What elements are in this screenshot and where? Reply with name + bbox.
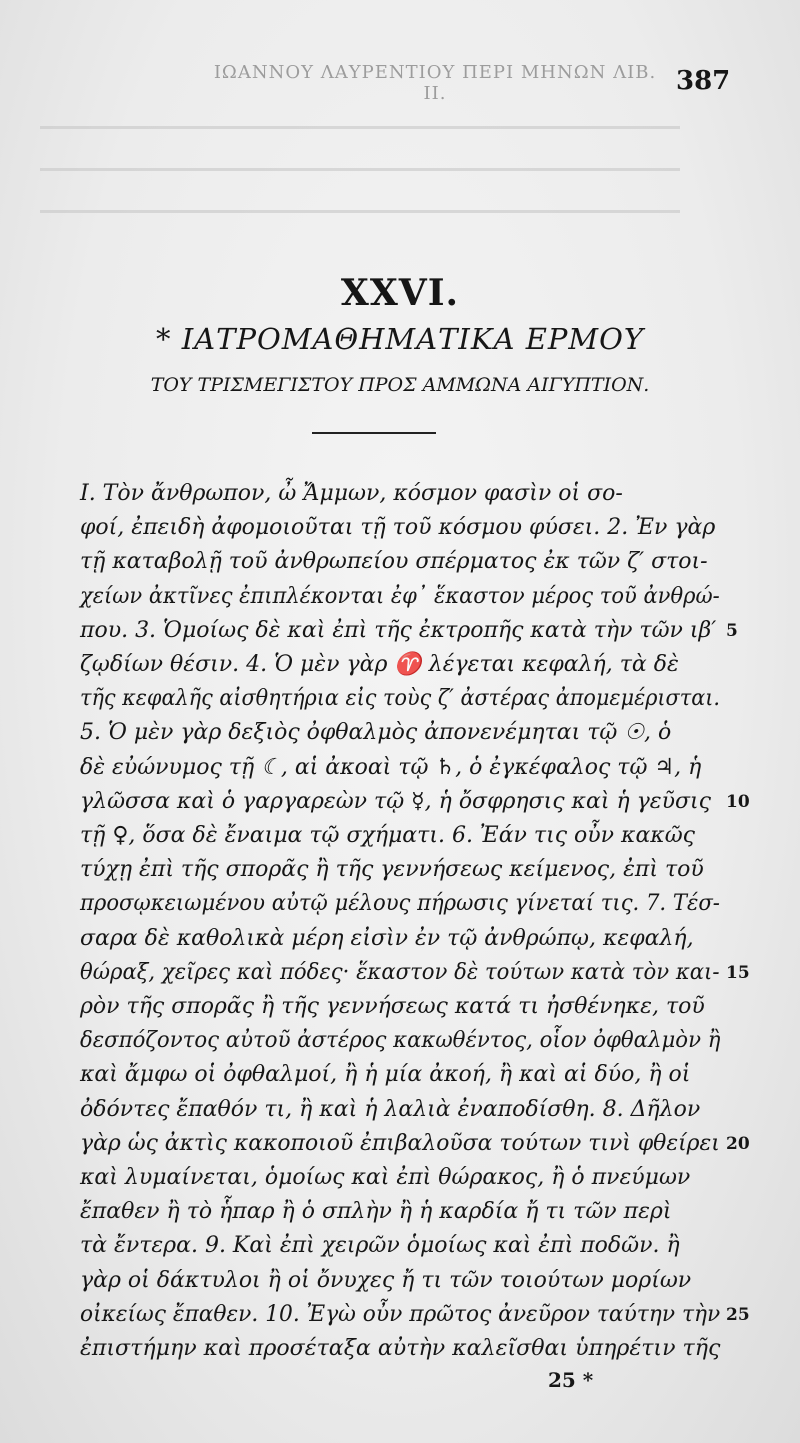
text-line: προσῳκειωμένου αὐτῷ μέλους πήρωσις γίνεταί τις. 7. Τέσ- [80, 891, 720, 917]
text-line: ζῳδίων θέσιν. 4. Ὁ μὲν γὰρ ♈ λέγεται κεφαλή, τὰ δὲ [80, 652, 679, 677]
text-line: ἐπιστήμην καὶ προσέταξα αὐτὴν καλεῖσθαι ὑπηρέτιν τῆς [80, 1336, 721, 1361]
line-number: 25 [726, 1304, 750, 1325]
text-line: καὶ ἄμφω οἱ ὀφθαλμοί, ἢ ἡ μία ἀκοή, ἢ καὶ αἱ δύο, ἢ οἱ [80, 1062, 691, 1088]
text-line: φοί, ἐπειδὴ ἀφομοιοῦται τῇ τοῦ κόσμου φύσει. 2. Ἐν γὰρ [80, 515, 716, 541]
running-head: ΙΩΑΝΝΟΥ ΛΑΥΡΕΝΤΙΟΥ ΠΕΡΙ ΜΗΝΩΝ ΛΙΒ. ΙΙ. [213, 62, 657, 104]
text-line: τῆς κεφαλῆς αἰσθητήρια εἰς τοὺς ζ′ ἀστέρας ἀπομεμέρισται. [80, 686, 720, 712]
text-line: τὰ ἔντερα. 9. Καὶ ἐπὶ χειρῶν ὁμοίως καὶ ἐπὶ ποδῶν. ἢ [80, 1233, 680, 1259]
text-line: ὀδόντες ἔπαθόν τι, ἢ καὶ ἡ λαλιὰ ἐναποδίσθη. 8. Δῆλον [80, 1096, 701, 1122]
text-line: ἔπαθεν ἢ τὸ ἧπαρ ἢ ὁ σπλὴν ἢ ἡ καρδία ἤ τι τῶν περὶ [80, 1199, 672, 1225]
text-line: καὶ λυμαίνεται, ὁμοίως καὶ ἐπὶ θώρακος, ἢ ὁ πνεύμων [80, 1165, 691, 1190]
line-number: 20 [726, 1133, 750, 1154]
chapter-subtitle: ΤΟΥ ΤΡΙΣΜΕΓΙΣΤΟΥ ΠΡΟΣ ΑΜΜΩΝΑ ΑΙΓΥΠΤΙΟΝ. [150, 374, 650, 396]
page-number: 387 [676, 66, 731, 96]
line-number: 10 [726, 791, 750, 812]
text-line: που. 3. Ὁμοίως δὲ καὶ ἐπὶ τῆς ἐκτροπῆς κατὰ τὴν τῶν ιβ′ [80, 617, 717, 643]
printer-signature: 25 * [548, 1368, 594, 1393]
text-line: γὰρ ὡς ἀκτὶς κακοποιοῦ ἐπιβαλοῦσα τούτων τινὶ φθείρει [80, 1130, 720, 1156]
chapter-title: * ΙΑΤΡΟΜΑΘΗΜΑΤΙΚΑ ΕΡΜΟΥ [155, 322, 644, 356]
bleed-through-text [40, 168, 680, 171]
text-line: σαρα δὲ καθολικὰ μέρη εἰσὶν ἐν τῷ ἀνθρώπῳ, κεφαλή, [80, 925, 694, 951]
text-line: δὲ εὐώνυμος τῇ ☾, αἱ ἀκοαὶ τῷ ♄, ὁ ἐγκέφαλος τῷ ♃, ἡ [80, 754, 702, 780]
text-line: I. Τὸν ἄνθρωπον, ὦ Ἄμμων, κόσμον φασὶν οἱ σο- [80, 481, 623, 506]
line-number: 15 [726, 962, 750, 983]
text-line: δεσπόζοντος αὐτοῦ ἀστέρος κακωθέντος, οἷον ὀφθαλμὸν ἢ [80, 1028, 721, 1054]
text-line: οἰκείως ἔπαθεν. 10. Ἐγὼ οὖν πρῶτος ἀνεῦρον ταύτην τὴν [80, 1301, 721, 1327]
text-line: τύχῃ ἐπὶ τῆς σπορᾶς ἢ τῆς γεννήσεως κείμενος, ἐπὶ τοῦ [80, 857, 704, 883]
line-number: 5 [726, 620, 738, 641]
text-line: θώραξ, χεῖρες καὶ πόδες· ἕκαστον δὲ τούτων κατὰ τὸν και- [80, 959, 720, 985]
text-line: γὰρ οἱ δάκτυλοι ἢ οἱ ὄνυχες ἤ τι τῶν τοιούτων μορίων [80, 1267, 692, 1293]
text-line: χείων ἀκτῖνες ἐπιπλέκονται ἐφ᾽ ἕκαστον μέρος τοῦ ἀνθρώ- [80, 583, 720, 609]
text-line: γλῶσσα καὶ ὁ γαργαρεὼν τῷ ☿, ἡ ὄσφρησις καὶ ἡ γεῦσις [80, 788, 711, 814]
text-line: τῇ ♀, ὅσα δὲ ἔναιμα τῷ σχήματι. 6. Ἐάν τις οὖν κακῶς [80, 823, 695, 848]
chapter-number: XXVI. [340, 272, 460, 314]
text-line: τῇ καταβολῇ τοῦ ἀνθρωπείου σπέρματος ἐκ τῶν ζ′ στοι- [80, 549, 708, 575]
text-line: 5. Ὁ μὲν γὰρ δεξιὸς ὀφθαλμὸς ἀπονενέμηται τῷ ☉, ὁ [80, 720, 672, 746]
text-line: ρὸν τῆς σπορᾶς ἢ τῆς γεννήσεως κατά τι ἠσθένηκε, τοῦ [80, 994, 705, 1019]
bleed-through-text [40, 210, 680, 213]
bleed-through-text [40, 126, 680, 129]
divider-rule [312, 432, 436, 434]
